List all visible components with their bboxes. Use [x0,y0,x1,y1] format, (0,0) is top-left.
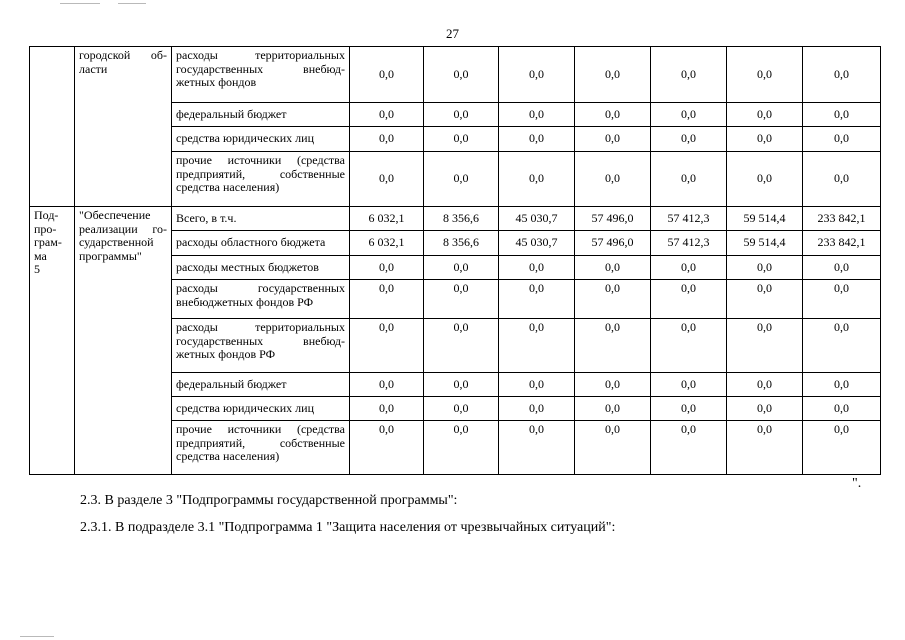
funding-source: прочие источники (средства предприятий, собственные средства населения) [172,152,350,207]
closing-quote: ". [852,476,862,491]
value-cell: 0,0 [727,373,803,397]
value-cell: 57 412,3 [651,231,727,256]
value-cell: 0,0 [651,152,727,207]
value-cell: 0,0 [499,373,575,397]
value-cell: 57 496,0 [575,207,651,231]
scan-artifact [60,3,100,4]
table-row [30,47,881,103]
value-cell: 0,0 [499,103,575,127]
value-cell: 0,0 [651,319,727,373]
value-cell: 233 842,1 [803,207,881,231]
value-cell: 57 496,0 [575,231,651,256]
value-cell: 0,0 [424,373,499,397]
value-cell: 0,0 [350,152,424,207]
funding-source: расходы территориальных государственных внебюд-жетных фондов РФ [172,319,350,373]
value-cell: 0,0 [803,256,881,280]
funding-source: средства юридических лиц [172,127,350,152]
funding-source: расходы территориальных государственных внебюд-жетных фондов [172,47,350,103]
subprogram-name: городской об-ласти [75,47,172,207]
value-cell: 0,0 [803,280,881,319]
value-cell: 0,0 [424,280,499,319]
value-cell: 0,0 [727,103,803,127]
subprogram-cell [30,47,75,207]
value-cell: 0,0 [350,280,424,319]
value-cell: 0,0 [575,127,651,152]
value-cell: 0,0 [803,152,881,207]
value-cell: 0,0 [651,421,727,475]
value-cell: 8 356,6 [424,231,499,256]
value-cell: 0,0 [424,421,499,475]
value-cell: 59 514,4 [727,207,803,231]
value-cell: 0,0 [350,256,424,280]
value-cell: 0,0 [803,373,881,397]
paragraph-subsection-3-1: 2.3.1. В подразделе 3.1 "Подпрограмма 1 "Защита населения от чрезвычайных ситуаций": [80,520,616,535]
value-cell: 0,0 [350,127,424,152]
value-cell: 0,0 [350,421,424,475]
value-cell: 8 356,6 [424,207,499,231]
value-cell: 0,0 [424,152,499,207]
funding-source: федеральный бюджет [172,103,350,127]
scan-artifact [118,3,146,4]
value-cell: 0,0 [499,152,575,207]
value-cell: 0,0 [803,47,881,103]
funding-source: расходы областного бюджета [172,231,350,256]
value-cell: 0,0 [424,103,499,127]
value-cell: 0,0 [499,319,575,373]
subprogram-name: "Обеспечение реализации го-сударственной программы" [75,207,172,475]
value-cell: 0,0 [803,319,881,373]
value-cell: 0,0 [727,256,803,280]
page-number: 27 [446,26,459,41]
value-cell: 0,0 [727,152,803,207]
funding-table [29,46,881,475]
value-cell: 0,0 [575,47,651,103]
funding-source: федеральный бюджет [172,373,350,397]
value-cell: 0,0 [575,256,651,280]
funding-source: расходы государственных внебюджетных фондов РФ [172,280,350,319]
value-cell: 0,0 [424,397,499,421]
value-cell: 0,0 [350,103,424,127]
table-row [30,207,881,231]
value-cell: 0,0 [727,421,803,475]
value-cell: 0,0 [575,280,651,319]
value-cell: 0,0 [575,373,651,397]
value-cell: 0,0 [424,127,499,152]
value-cell: 0,0 [424,47,499,103]
value-cell: 0,0 [651,373,727,397]
value-cell: 45 030,7 [499,207,575,231]
funding-source: средства юридических лиц [172,397,350,421]
value-cell: 0,0 [727,319,803,373]
funding-source: Всего, в т.ч. [172,207,350,231]
value-cell: 0,0 [350,373,424,397]
value-cell: 6 032,1 [350,207,424,231]
value-cell: 0,0 [575,319,651,373]
value-cell: 0,0 [575,152,651,207]
value-cell: 0,0 [727,127,803,152]
value-cell: 0,0 [499,127,575,152]
value-cell: 0,0 [803,103,881,127]
value-cell: 0,0 [575,421,651,475]
value-cell: 0,0 [350,397,424,421]
funding-source: расходы местных бюджетов [172,256,350,280]
value-cell: 0,0 [499,47,575,103]
value-cell: 57 412,3 [651,207,727,231]
value-cell: 6 032,1 [350,231,424,256]
value-cell: 0,0 [651,103,727,127]
value-cell: 0,0 [499,280,575,319]
value-cell: 0,0 [803,127,881,152]
value-cell: 0,0 [727,47,803,103]
value-cell: 0,0 [803,397,881,421]
value-cell: 0,0 [424,256,499,280]
value-cell: 0,0 [499,397,575,421]
value-cell: 0,0 [499,421,575,475]
funding-source: прочие источники (средства предприятий, собственные средства населения) [172,421,350,475]
value-cell: 0,0 [350,47,424,103]
value-cell: 0,0 [727,280,803,319]
value-cell: 0,0 [350,319,424,373]
value-cell: 0,0 [575,103,651,127]
value-cell: 0,0 [651,127,727,152]
value-cell: 0,0 [575,397,651,421]
subprogram-label: Под-про-грам-ма 5 [30,207,75,475]
value-cell: 233 842,1 [803,231,881,256]
value-cell: 0,0 [651,397,727,421]
value-cell: 0,0 [651,256,727,280]
value-cell: 0,0 [651,280,727,319]
value-cell: 0,0 [424,319,499,373]
value-cell: 45 030,7 [499,231,575,256]
value-cell: 59 514,4 [727,231,803,256]
value-cell: 0,0 [727,397,803,421]
paragraph-section-3: 2.3. В разделе 3 "Подпрограммы государственной программы": [80,493,458,508]
scan-artifact [20,636,54,637]
value-cell: 0,0 [651,47,727,103]
value-cell: 0,0 [499,256,575,280]
value-cell: 0,0 [803,421,881,475]
